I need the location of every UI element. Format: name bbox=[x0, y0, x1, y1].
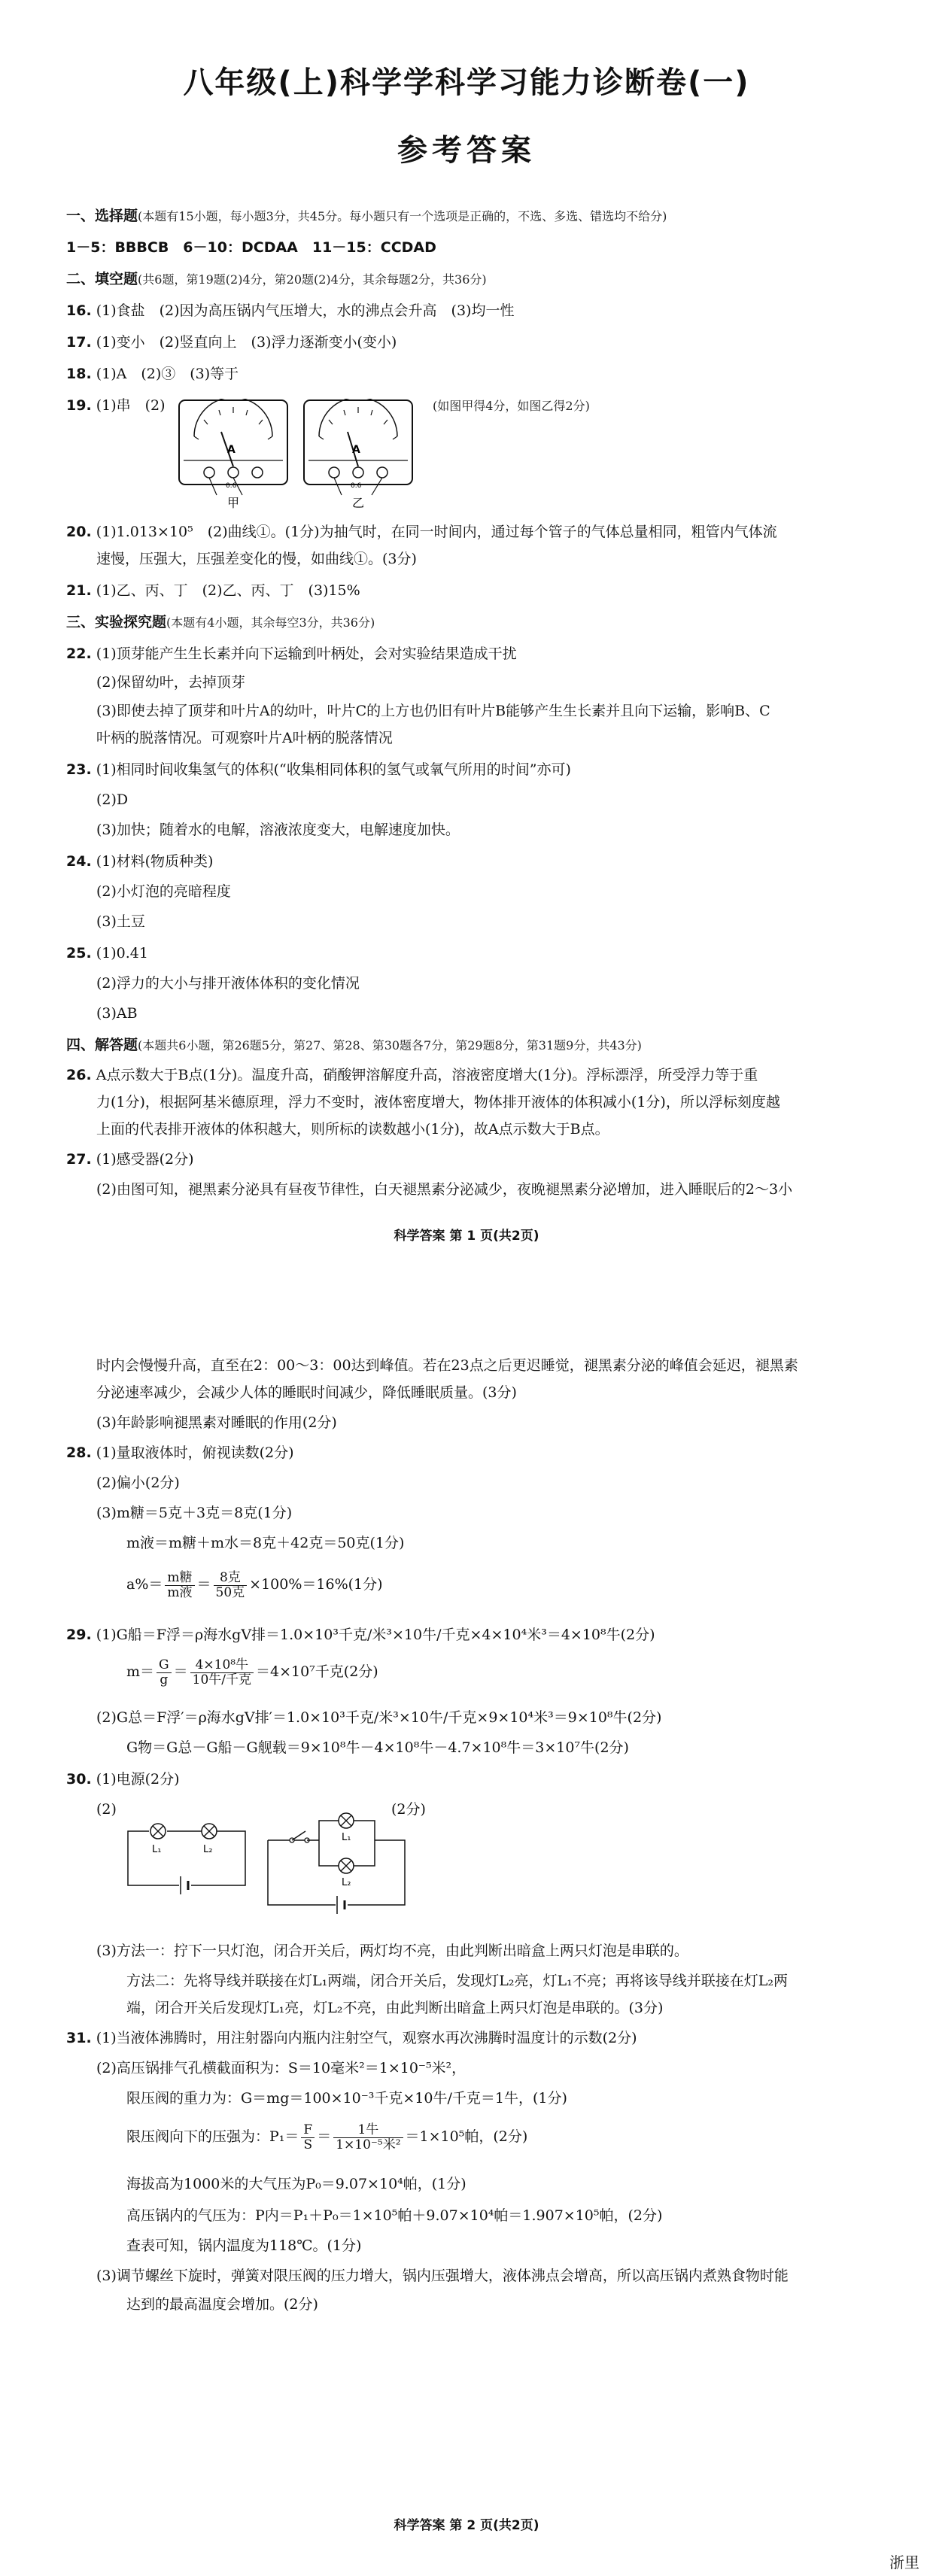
answer-27-2-cont2: 分泌速率减少，会减少人体的睡眠时间减少，降低睡眠质量。(3分) bbox=[96, 1384, 517, 1401]
answer-30-3: (3)方法一：拧下一只灯泡，闭合开关后，两灯均不亮，由此判断出暗盒上两只灯泡是串联的。 bbox=[96, 1943, 688, 1959]
meter-caption-yi: 乙 bbox=[352, 496, 365, 510]
ammeter-figure-yi bbox=[302, 399, 423, 512]
answer-29-mass: m＝ $\frac{G}{g}$ ＝ $\frac{\text{4×10⁸牛}}{\text{10牛/千克}}$ ＝4×10⁷千克(2分) bbox=[126, 1657, 378, 1687]
fraction: $\frac{G}{g}$ bbox=[157, 1658, 172, 1687]
answer-30-2-score: (2分) bbox=[391, 1801, 426, 1818]
section-title: 一、选择题 bbox=[66, 208, 138, 224]
page-footer-1: 科学答案 第 1 页(共2页) bbox=[394, 1229, 539, 1244]
fraction: $\frac{\text{m糖}}{\text{m液}}$ bbox=[165, 1571, 194, 1600]
answer-17: 17. (1)变小 (2)竖直向上 (3)浮力逐渐变小(变小) bbox=[66, 334, 397, 351]
page-footer-2: 科学答案 第 2 页(共2页) bbox=[394, 2518, 539, 2533]
answer-22-3: (3)即使去掉了顶芽和叶片A的幼叶，叶片C的上方也仍旧有叶片B能够产生生长素并且向下运输，影响B、C bbox=[96, 703, 770, 719]
answer-20: 20. (1)1.013×10⁵ (2)曲线①。(1分)为抽气时，在同一时间内，通过每个管子的气体总量相同，粗管内气体流 bbox=[66, 524, 777, 540]
answer-20-cont: 速慢，压强大，压强差变化的慢，如曲线①。(3分) bbox=[96, 551, 417, 567]
series-circuit-diagram bbox=[120, 1819, 256, 1902]
answer-27: 27. (1)感受器(2分) bbox=[66, 1151, 194, 1168]
answer-29: 29. (1)G船＝F浮＝ρ海水gV排＝1.0×10³千克/米³×10牛/千克×4×10⁴米³＝4×10⁸牛(2分) bbox=[66, 1627, 655, 1643]
fraction: $\frac{\text{1牛}}{\text{1×10⁻⁵米²}}$ bbox=[333, 2123, 403, 2152]
answer-23: 23. (1)相同时间收集氢气的体积(“收集相同体积的氢气或氧气所用的时间”亦可) bbox=[66, 761, 571, 778]
answer-30-3-method2: 方法二：先将导线并联接在灯L₁两端，闭合开关后，发现灯L₂亮，灯L₁不亮；再将该导线并联接在灯L₂两 bbox=[126, 1973, 788, 1989]
ammeter-figure-jia bbox=[178, 399, 298, 512]
answer-31-2-gravity: 限压阀的重力为：G＝mg＝100×10⁻³千克×10牛/千克＝1牛，(1分) bbox=[126, 2090, 567, 2107]
answer-26: 26. A点示数大于B点(1分)。温度升高，硝酸钾溶解度升高，溶液密度增大(1分)。浮标漂浮，所受浮力等于重 bbox=[66, 1067, 758, 1083]
meter-label-A: A bbox=[352, 444, 360, 456]
answer-25: 25. (1)0.41 bbox=[66, 945, 148, 961]
document-subtitle: 参考答案 bbox=[397, 133, 536, 168]
answer-27-2: (2)由图可知，褪黑素分泌具有昼夜节律性，白天褪黑素分泌减少，夜晚褪黑素分泌增加，进入睡眠后的2～3小 bbox=[96, 1181, 793, 1198]
answer-31-3: (3)调节螺丝下旋时，弹簧对限压阀的压力增大，锅内压强增大，液体沸点会增高，所以高压锅内煮熟食物时能 bbox=[96, 2268, 789, 2284]
answer-22: 22. (1)顶芽能产生生长素并向下运输到叶柄处，会对实验结果造成干扰 bbox=[66, 646, 517, 662]
answer-16: 16. (1)食盐 (2)因为高压锅内气压增大，水的沸点会升高 (3)均一性 bbox=[66, 302, 515, 319]
lamp-label-L2: L₂ bbox=[203, 1844, 213, 1855]
answer-26-cont1: 力(1分)，根据阿基米德原理，浮力不变时，液体密度增大，物体排开液体的体积减小(1分)，所以浮标刻度越 bbox=[96, 1094, 780, 1110]
answer-27-2-cont1: 时内会慢慢升高，直至在2：00～3：00达到峰值。若在23点之后更迟睡觉，褪黑素分泌的峰值会延迟，褪黑素 bbox=[96, 1357, 798, 1374]
answer-31-2-inner: 高压锅内的气压为：P内＝P₁＋P₀＝1×10⁵帕＋9.07×10⁴帕＝1.907×10⁵帕，(2分) bbox=[126, 2207, 663, 2224]
document-title: 八年级(上)科学学科学习能力诊断卷(一) bbox=[183, 65, 750, 100]
answer-28-4: m液＝m糖＋m水＝8克＋42克＝50克(1分) bbox=[126, 1535, 405, 1551]
answer-22-2: (2)保留幼叶，去掉顶芽 bbox=[96, 674, 245, 691]
meter-range: 0.6 bbox=[351, 482, 362, 490]
answer-30-3-method2-cont: 端，闭合开关后发现灯L₁亮，灯L₂不亮，由此判断出暗盒上两只灯泡是串联的。(3分) bbox=[126, 2000, 664, 2016]
answer-19: 19. (1)串 (2) bbox=[66, 397, 166, 414]
answer-page-1 bbox=[0, 0, 933, 1279]
answer-27-3: (3)年龄影响褪黑素对睡眠的作用(2分) bbox=[96, 1414, 337, 1431]
answer-18: 18. (1)A (2)③ (3)等于 bbox=[66, 366, 239, 382]
answer-31-3-cont: 达到的最高温度会增加。(2分) bbox=[126, 2296, 318, 2313]
answer-24-3: (3)土豆 bbox=[96, 913, 145, 930]
answer-24: 24. (1)材料(物质种类) bbox=[66, 853, 214, 870]
lamp-label-L1: L₁ bbox=[342, 1832, 351, 1843]
answer-page-2 bbox=[0, 1279, 933, 2576]
section-2-heading bbox=[66, 268, 867, 291]
fraction: $\frac{\text{4×10⁸牛}}{\text{10牛/千克}}$ bbox=[190, 1658, 254, 1687]
answer-29-2-cont: G物＝G总－G船－G舰载＝9×10⁸牛－4×10⁸牛－4.7×10⁸牛＝3×10⁷牛(2分) bbox=[126, 1739, 629, 1756]
answer-31-2: (2)高压锅排气孔横截面积为：S＝10毫米²＝1×10⁻⁵米²， bbox=[96, 2060, 466, 2076]
answer-24-2: (2)小灯泡的亮暗程度 bbox=[96, 883, 231, 900]
answer-28: 28. (1)量取液体时，俯视读数(2分) bbox=[66, 1444, 294, 1461]
answer-28-3: (3)m糖＝5克＋3克＝8克(1分) bbox=[96, 1505, 293, 1521]
answer-30: 30. (1)电源(2分) bbox=[66, 1771, 180, 1788]
meter-label-A: A bbox=[227, 444, 236, 456]
section-note: (共6题，第19题(2)4分，第20题(2)4分，其余每题2分，共36分) bbox=[138, 272, 487, 287]
corner-mark: 浙里 bbox=[889, 2553, 919, 2571]
answer-31-2-atm: 海拔高为1000米的大气压为P₀＝9.07×10⁴帕，(1分) bbox=[126, 2176, 466, 2192]
section-1-heading bbox=[66, 205, 867, 228]
answer-28-5: a%＝ $\frac{\text{m糖}}{\text{m液}}$ ＝ $\frac{\text{8克}}{\text{50克}}$ ×100%＝16%(1分) bbox=[126, 1569, 383, 1600]
lamp-label-L1: L₁ bbox=[152, 1844, 162, 1855]
answer-26-cont2: 上面的代表排开液体的体积越大，则所标的读数越小(1分)，故A点示数大于B点。 bbox=[96, 1121, 609, 1138]
answer-25-3: (3)AB bbox=[96, 1005, 138, 1022]
meter-caption-jia: 甲 bbox=[227, 496, 240, 510]
answer-23-2: (2)D bbox=[96, 791, 129, 808]
answer-31-2-pressure: 限压阀向下的压强为：P₁＝ $\frac{F}{S}$ ＝ $\frac{\text{1牛}}{\text{1×10⁻⁵米²}}$ ＝1×10⁵帕，(2分) bbox=[126, 2122, 528, 2152]
answer-23-3: (3)加快；随着水的电解，溶液浓度变大，电解速度加快。 bbox=[96, 822, 460, 838]
section-4-heading: 四、解答题(本题共6小题，第26题5分，第27、第28、第30题各7分，第29题8分，第31题9分，共43分) bbox=[66, 1037, 642, 1053]
answer-22-3-cont: 叶柄的脱落情况。可观察叶片A叶柄的脱落情况 bbox=[96, 730, 393, 746]
answer-31: 31. (1)当液体沸腾时，用注射器向内瓶内注射空气，观察水再次沸腾时温度计的示数(2分) bbox=[66, 2030, 637, 2046]
answer-19-note: (如图甲得4分，如图乙得2分) bbox=[433, 399, 590, 413]
answer-21: 21. (1)乙、丙、丁 (2)乙、丙、丁 (3)15% bbox=[66, 582, 360, 599]
parallel-circuit-diagram bbox=[262, 1806, 412, 1918]
section-note: (本题有15小题，每小题3分，共45分。每小题只有一个选项是正确的，不选、多选、错选均不给分) bbox=[138, 209, 667, 223]
fraction: $\frac{\text{8克}}{\text{50克}}$ bbox=[214, 1571, 248, 1600]
choice-answers: 1－5：BBBCB 6－10：DCDAA 11－15：CCDAD bbox=[66, 239, 436, 256]
meter-range: 0.6 bbox=[226, 482, 237, 490]
section-title: 二、填空题 bbox=[66, 271, 138, 287]
answer-28-2: (2)偏小(2分) bbox=[96, 1475, 180, 1491]
answer-30-2: (2) bbox=[96, 1801, 117, 1818]
fraction: $\frac{F}{S}$ bbox=[301, 2123, 315, 2152]
answer-31-2-temp: 查表可知，锅内温度为118℃。(1分) bbox=[126, 2237, 362, 2254]
section-3-heading: 三、实验探究题(本题有4小题，其余每空3分，共36分) bbox=[66, 614, 375, 630]
answer-29-2: (2)G总＝F浮′＝ρ海水gV排′＝1.0×10³千克/米³×10牛/千克×9×10⁴米³＝9×10⁸牛(2分) bbox=[96, 1709, 662, 1726]
answer-25-2: (2)浮力的大小与排开液体体积的变化情况 bbox=[96, 975, 360, 992]
lamp-label-L2: L₂ bbox=[342, 1877, 351, 1888]
